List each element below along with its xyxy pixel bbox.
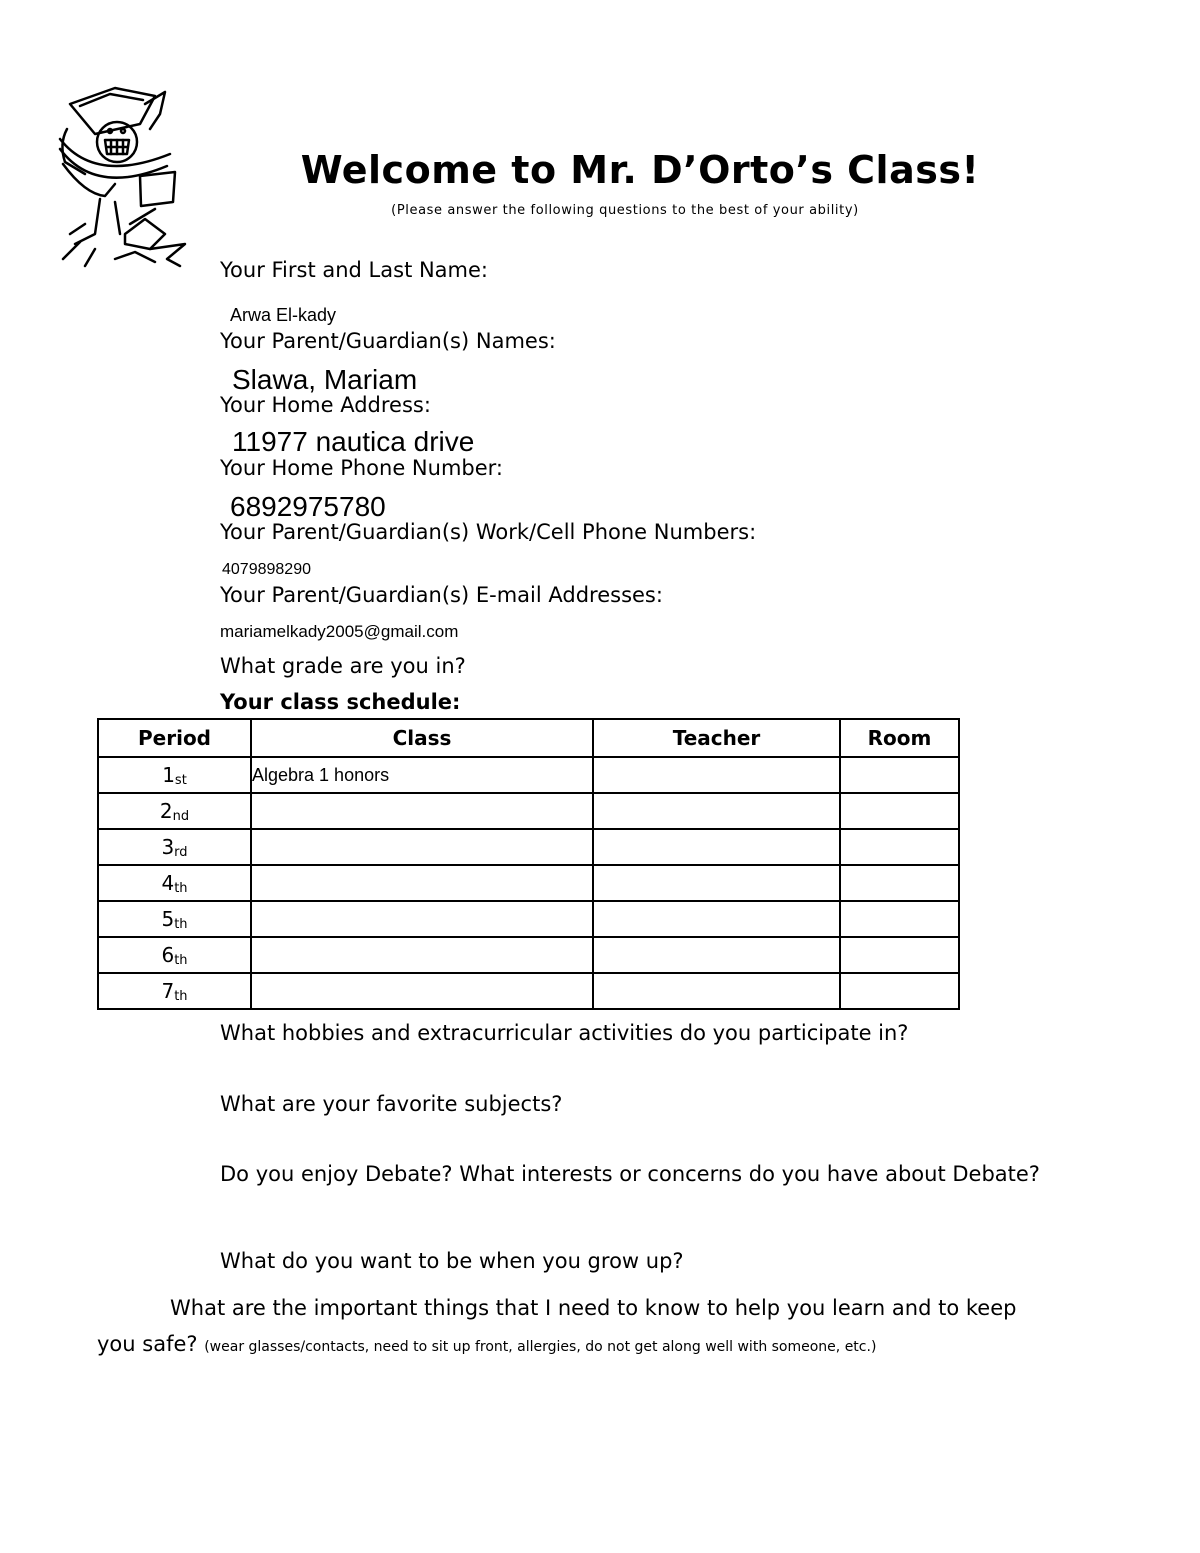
period-cell (98, 901, 251, 937)
table-row (98, 865, 959, 901)
important-question-text: you safe? (97, 1332, 198, 1356)
table-row (98, 901, 959, 937)
period-cell (98, 937, 251, 973)
email-question: Your Parent/Guardian(s) E-mail Addresses: (220, 583, 663, 607)
room-cell[interactable] (840, 757, 959, 793)
period-suffix: st (174, 772, 187, 788)
period-suffix: th (174, 916, 188, 932)
home-phone-answer[interactable]: 6892975780 (230, 491, 386, 522)
period-suffix: th (174, 880, 188, 896)
address-question: Your Home Address: (220, 393, 431, 417)
home-phone-question: Your Home Phone Number: (220, 456, 503, 480)
debate-question: Do you enjoy Debate? What interests or concerns do you have about Debate? (220, 1162, 1040, 1186)
work-phone-question: Your Parent/Guardian(s) Work/Cell Phone Numbers: (220, 520, 757, 544)
teacher-column-header: Teacher (593, 719, 840, 757)
subjects-question: What are your favorite subjects? (220, 1092, 563, 1116)
period-cell (98, 793, 251, 829)
schedule-table (97, 718, 960, 1010)
address-answer[interactable]: 11977 nautica drive (232, 426, 475, 457)
room-column-header: Room (840, 719, 959, 757)
teacher-cell[interactable] (593, 757, 840, 793)
parents-question: Your Parent/Guardian(s) Names: (220, 329, 556, 353)
class-cell[interactable] (251, 937, 593, 973)
period-number: 7 (161, 978, 175, 1003)
period-suffix: nd (172, 808, 190, 824)
class-cell[interactable] (251, 865, 593, 901)
table-row (98, 793, 959, 829)
table-row (98, 973, 959, 1009)
room-cell[interactable] (840, 865, 959, 901)
room-cell[interactable] (840, 793, 959, 829)
teacher-cell[interactable] (593, 901, 840, 937)
important-question-line2 (97, 1332, 876, 1356)
teacher-cell[interactable] (593, 973, 840, 1009)
class-column-header: Class (251, 719, 593, 757)
period-cell (98, 829, 251, 865)
schedule-header-row (98, 719, 959, 757)
class-cell[interactable] (251, 829, 593, 865)
class-cell[interactable]: Algebra 1 honors (251, 757, 593, 793)
table-row (98, 937, 959, 973)
period-suffix: rd (174, 844, 188, 860)
cartoon-student-icon (55, 84, 195, 269)
period-cell (98, 973, 251, 1009)
table-row (98, 829, 959, 865)
teacher-cell[interactable] (593, 793, 840, 829)
name-question: Your First and Last Name: (220, 258, 489, 282)
room-cell[interactable] (840, 937, 959, 973)
period-number: 5 (161, 906, 175, 931)
period-cell (98, 757, 251, 793)
teacher-cell[interactable] (593, 829, 840, 865)
period-cell (98, 865, 251, 901)
schedule-label: Your class schedule: (220, 690, 461, 714)
grade-question: What grade are you in? (220, 654, 466, 678)
hobbies-question: What hobbies and extracurricular activities do you participate in? (220, 1021, 909, 1045)
period-suffix: th (174, 952, 188, 968)
period-column-header: Period (98, 719, 251, 757)
class-cell[interactable] (251, 901, 593, 937)
room-cell[interactable] (840, 973, 959, 1009)
period-number: 2 (159, 798, 173, 823)
teacher-cell[interactable] (593, 937, 840, 973)
class-cell[interactable] (251, 793, 593, 829)
email-answer[interactable]: mariamelkady2005@gmail.com (220, 622, 459, 641)
class-cell[interactable] (251, 973, 593, 1009)
period-number: 4 (161, 870, 175, 895)
grow-up-question: What do you want to be when you grow up? (220, 1249, 684, 1273)
teacher-cell[interactable] (593, 865, 840, 901)
period-number: 6 (161, 942, 175, 967)
work-phone-answer[interactable]: 4079898290 (222, 561, 311, 578)
important-question-note: (wear glasses/contacts, need to sit up front, allergies, do not get along well with someone, etc.) (204, 1339, 877, 1355)
period-number: 3 (161, 834, 175, 859)
room-cell[interactable] (840, 901, 959, 937)
page-title: Welcome to Mr. D’Orto’s Class! (300, 148, 980, 192)
period-suffix: th (174, 988, 188, 1004)
parents-answer[interactable]: Slawa, Mariam (232, 364, 418, 395)
name-answer[interactable]: Arwa El-kady (230, 305, 337, 325)
page-subtitle: (Please answer the following questions to the best of your ability) (391, 203, 859, 218)
table-row (98, 757, 959, 793)
period-number: 1 (162, 762, 175, 787)
room-cell[interactable] (840, 829, 959, 865)
important-question-line1: What are the important things that I need to know to help you learn and to keep (170, 1296, 1017, 1320)
